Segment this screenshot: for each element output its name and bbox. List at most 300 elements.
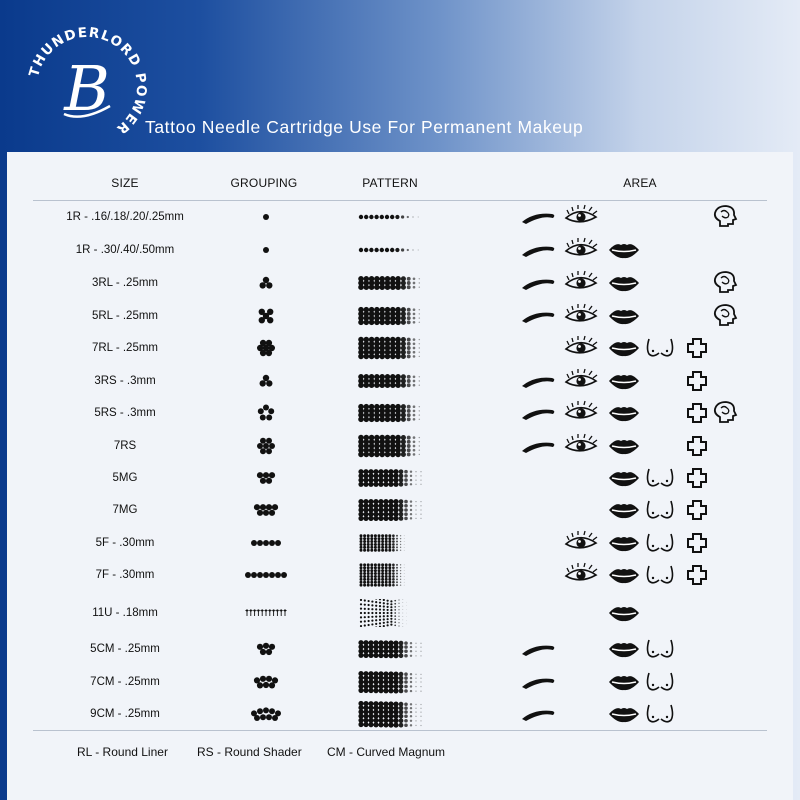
lips-icon xyxy=(607,701,641,727)
area-eyebrow xyxy=(520,701,554,732)
pattern-dot xyxy=(360,599,362,601)
pattern-cell xyxy=(357,561,427,589)
pattern-dot xyxy=(370,575,373,578)
needle-grouping xyxy=(242,369,290,393)
pattern-dot xyxy=(399,516,404,521)
pattern-dot xyxy=(410,475,412,477)
pattern-dot xyxy=(374,546,377,549)
needle-dot xyxy=(260,714,266,720)
pattern-dot xyxy=(407,312,411,316)
pattern-cell xyxy=(357,203,427,231)
pattern-dot xyxy=(388,578,391,581)
pattern-dot xyxy=(379,615,381,617)
pattern-dot xyxy=(364,608,366,610)
scalp-icon xyxy=(680,530,714,556)
pattern-dot xyxy=(360,566,363,569)
pattern-dot xyxy=(415,643,416,644)
pattern-dot xyxy=(392,566,395,569)
pattern-dot xyxy=(364,284,370,290)
pattern-dot xyxy=(383,599,385,601)
pattern-dot xyxy=(407,417,411,421)
needle-pattern xyxy=(357,432,427,460)
lips-icon xyxy=(607,669,641,695)
needle-dot xyxy=(251,572,257,578)
pattern-dot xyxy=(395,452,401,458)
pattern-dot xyxy=(419,339,420,340)
area-lips xyxy=(607,497,641,528)
pattern-dot xyxy=(413,317,416,320)
pattern-dot xyxy=(392,549,395,552)
pattern-dot xyxy=(360,603,362,605)
pattern-cell xyxy=(357,432,427,460)
pattern-dot xyxy=(369,382,375,388)
pattern-dot xyxy=(375,612,377,614)
needle-dot xyxy=(263,682,269,688)
needle-dot xyxy=(263,247,269,253)
table-row xyxy=(7,634,793,664)
pattern-dot xyxy=(404,538,405,539)
pattern-dot xyxy=(387,621,389,623)
pattern-dot xyxy=(404,564,405,565)
pattern-dot xyxy=(374,549,377,552)
needle-dot xyxy=(269,572,275,578)
pattern-dot xyxy=(368,612,370,614)
pattern-dot xyxy=(410,505,412,507)
pattern-dot xyxy=(418,249,419,250)
pattern-dot xyxy=(415,509,416,510)
pattern-dot xyxy=(360,575,363,578)
pattern-dot xyxy=(413,449,416,452)
pattern-dot xyxy=(374,563,377,566)
pattern-dot xyxy=(369,215,373,219)
needle-dot xyxy=(260,380,266,386)
pattern-dot xyxy=(390,612,392,614)
area-breast xyxy=(643,636,677,667)
pattern-dot xyxy=(420,505,421,506)
pattern-dot xyxy=(402,599,403,600)
breast-icon xyxy=(643,636,677,662)
pattern-dot xyxy=(410,715,412,717)
pattern-dot xyxy=(367,578,370,581)
needle-pattern xyxy=(357,367,427,395)
pattern-dot xyxy=(379,354,385,360)
pattern-dot xyxy=(413,347,416,350)
pattern-dot xyxy=(399,689,404,694)
pattern-dot xyxy=(381,569,384,572)
pattern-dot xyxy=(379,599,381,600)
pattern-dot xyxy=(363,575,366,578)
area-lips xyxy=(607,701,641,732)
pattern-dot xyxy=(404,478,408,482)
pattern-dot xyxy=(404,702,408,706)
pattern-dot xyxy=(400,567,401,568)
pattern-dot xyxy=(374,215,378,219)
pattern-dot xyxy=(385,566,388,569)
pattern-dot xyxy=(401,417,406,422)
pattern-dot xyxy=(390,609,392,611)
pattern-dot xyxy=(374,320,380,326)
pattern-dot xyxy=(359,215,363,219)
eyebrow-icon xyxy=(520,636,554,662)
pattern-dot xyxy=(399,512,404,517)
needle-dot xyxy=(251,540,257,546)
needle-size: 5RS - .3mm xyxy=(94,407,156,419)
needle-dot xyxy=(269,708,275,714)
area-eyebrow xyxy=(520,400,554,431)
pattern-dot xyxy=(400,582,401,583)
pattern-cell xyxy=(357,668,427,696)
eye-icon xyxy=(564,237,598,263)
area-head xyxy=(710,270,744,301)
needle-grouping xyxy=(242,466,290,490)
area-lips xyxy=(607,237,641,268)
pattern-dot xyxy=(374,284,380,290)
pattern-dot xyxy=(419,445,420,446)
pattern-dot xyxy=(364,382,370,388)
pattern-dot xyxy=(374,417,380,423)
pattern-dot xyxy=(399,684,404,689)
needle-dot xyxy=(259,317,265,323)
pattern-dot xyxy=(401,248,404,251)
pattern-dot xyxy=(364,248,368,252)
head-icon xyxy=(710,204,744,230)
pattern-dot xyxy=(415,711,416,712)
pattern-dot xyxy=(387,606,389,608)
pattern-dot xyxy=(396,541,398,543)
head-icon xyxy=(710,270,744,296)
needle-dot xyxy=(263,707,269,713)
pattern-dot xyxy=(374,452,380,458)
scalp-icon xyxy=(680,562,714,588)
pattern-dot xyxy=(406,620,407,621)
pattern-dot xyxy=(404,474,408,478)
pattern-dot xyxy=(392,534,395,537)
pattern-dot xyxy=(385,569,388,572)
pattern-dot xyxy=(379,417,385,423)
pattern-dot xyxy=(367,566,370,569)
area-eye xyxy=(564,400,598,431)
needle-dot xyxy=(263,375,269,381)
needle-dot xyxy=(263,277,269,283)
pattern-dot xyxy=(410,703,412,705)
pattern-dot xyxy=(378,482,383,487)
pattern-dot xyxy=(407,409,411,413)
pattern-dot xyxy=(410,513,412,515)
needle-dot xyxy=(266,676,272,682)
table-row xyxy=(7,528,793,558)
lips-icon xyxy=(607,530,641,556)
pattern-dot xyxy=(373,516,378,521)
pattern-dot xyxy=(413,453,416,456)
pattern-dot xyxy=(383,653,388,658)
area-head xyxy=(710,303,744,334)
pattern-dot xyxy=(413,321,416,324)
pattern-dot xyxy=(393,718,398,723)
pattern-dot xyxy=(420,475,421,476)
pattern-dot xyxy=(390,284,396,290)
needle-grouping xyxy=(242,498,290,522)
pattern-dot xyxy=(387,603,389,605)
needle-dot xyxy=(257,443,263,449)
needle-dot xyxy=(263,443,269,449)
pattern-dot xyxy=(415,720,416,721)
pattern-dot xyxy=(370,537,373,540)
eye-icon xyxy=(564,270,598,296)
needle-dot xyxy=(260,649,266,655)
pattern-dot xyxy=(388,722,393,727)
pattern-dot xyxy=(401,383,406,388)
breast-icon xyxy=(643,335,677,361)
area-breast xyxy=(643,530,677,561)
pattern-dot xyxy=(383,622,385,624)
lips-icon xyxy=(607,400,641,426)
pattern-dot xyxy=(371,616,373,618)
area-eyebrow xyxy=(520,433,554,464)
needle-dot xyxy=(260,676,266,682)
pattern-dot xyxy=(404,685,408,689)
pattern-dot xyxy=(367,572,370,575)
pattern-dot xyxy=(399,680,404,685)
pattern-dot xyxy=(385,284,391,290)
pattern-dot xyxy=(388,688,393,693)
pattern-dot xyxy=(385,537,388,540)
lips-icon xyxy=(607,636,641,662)
pattern-dot xyxy=(419,449,420,450)
area-eyebrow xyxy=(520,368,554,399)
needle-dot xyxy=(263,572,269,578)
area-scalp xyxy=(680,400,714,431)
pattern-dot xyxy=(413,436,416,439)
pattern-dot xyxy=(413,338,416,341)
pattern-dot xyxy=(407,216,409,218)
pattern-dot xyxy=(367,537,370,540)
pattern-dot xyxy=(398,622,399,623)
area-eyebrow xyxy=(520,636,554,667)
pattern-dot xyxy=(399,645,404,650)
pattern-cell xyxy=(357,599,427,627)
pattern-dot xyxy=(395,248,399,252)
area-breast xyxy=(643,701,677,732)
pattern-dot xyxy=(388,534,391,537)
pattern-dot xyxy=(390,618,392,620)
pattern-dot xyxy=(420,711,421,712)
pattern-dot xyxy=(410,483,412,485)
area-eye xyxy=(564,204,598,235)
pattern-dot xyxy=(395,320,401,326)
eye-icon xyxy=(564,530,598,556)
pattern-dot xyxy=(369,284,375,290)
area-eyebrow xyxy=(520,270,554,301)
pattern-dot xyxy=(407,440,411,444)
pattern-dot xyxy=(401,215,404,218)
pattern-dot xyxy=(401,320,406,325)
pattern-dot xyxy=(388,546,391,549)
pattern-dot xyxy=(369,248,373,252)
pattern-dot xyxy=(415,674,416,675)
pattern-dot xyxy=(370,572,373,575)
head-icon xyxy=(710,303,744,329)
pattern-dot xyxy=(390,215,394,219)
pattern-dot xyxy=(374,569,377,572)
pattern-dot xyxy=(387,612,389,614)
pattern-dot xyxy=(380,215,384,219)
pattern-dot xyxy=(399,649,404,654)
pattern-dot xyxy=(407,405,411,409)
pattern-dot xyxy=(419,414,420,415)
pattern-cell xyxy=(357,302,427,330)
pattern-dot xyxy=(378,516,383,521)
pattern-dot xyxy=(415,655,416,656)
pattern-dot xyxy=(383,615,385,617)
pattern-dot xyxy=(367,569,370,572)
header-grouping: GROUPING xyxy=(230,176,298,190)
pattern-dot xyxy=(418,216,419,217)
pattern-dot xyxy=(378,540,381,543)
pattern-dot xyxy=(396,578,398,580)
pattern-dot xyxy=(374,543,377,546)
pattern-dot xyxy=(383,688,388,693)
pattern-dot xyxy=(381,584,384,587)
pattern-dot xyxy=(399,474,404,479)
pattern-dot xyxy=(419,410,420,411)
pattern-dot xyxy=(363,572,366,575)
needle-pattern xyxy=(357,464,427,492)
pattern-dot xyxy=(407,346,411,350)
pattern-dot xyxy=(400,550,401,551)
pattern-dot xyxy=(368,624,370,626)
needle-dot xyxy=(263,643,269,649)
needle-dot xyxy=(266,448,272,454)
svg-text:B: B xyxy=(64,52,110,125)
pattern-dot xyxy=(364,616,366,618)
pattern-dot xyxy=(400,544,401,545)
pattern-dot xyxy=(363,566,366,569)
pattern-dot xyxy=(359,248,363,252)
pattern-dot xyxy=(374,581,377,584)
eyebrow-icon xyxy=(520,204,554,230)
pattern-dot xyxy=(390,621,392,623)
needle-size: 7CM - .25mm xyxy=(90,676,160,688)
needle-dot xyxy=(263,405,269,411)
area-scalp xyxy=(680,433,714,464)
breast-icon xyxy=(643,669,677,695)
pattern-dot xyxy=(394,615,396,617)
pattern-dot xyxy=(420,646,421,647)
pattern-dot xyxy=(396,570,398,572)
pattern-dot xyxy=(378,722,383,727)
pattern-dot xyxy=(404,654,408,658)
pattern-dot xyxy=(404,547,405,548)
lips-icon xyxy=(607,497,641,523)
pattern-dot xyxy=(385,584,388,587)
pattern-dot xyxy=(404,714,408,718)
breast-icon xyxy=(643,497,677,523)
pattern-dot xyxy=(404,641,408,645)
pattern-cell xyxy=(357,367,427,395)
pattern-dot xyxy=(360,572,363,575)
needle-size: 5CM - .25mm xyxy=(90,643,160,655)
scalp-icon xyxy=(680,335,714,361)
eye-icon xyxy=(564,303,598,329)
pattern-dot xyxy=(363,581,366,584)
lips-icon xyxy=(607,335,641,361)
pattern-dot xyxy=(415,678,416,679)
needle-grouping xyxy=(242,637,290,661)
area-scalp xyxy=(680,368,714,399)
pattern-dot xyxy=(364,417,370,423)
pattern-dot xyxy=(415,690,416,691)
pattern-dot xyxy=(360,537,363,540)
needle-pattern xyxy=(357,269,427,297)
pattern-dot xyxy=(413,355,416,358)
lips-icon xyxy=(607,562,641,588)
pattern-dot xyxy=(402,613,403,614)
pattern-dot xyxy=(396,573,398,575)
pattern-dot xyxy=(401,354,406,359)
table-row xyxy=(7,667,793,697)
pattern-dot xyxy=(385,534,388,537)
pattern-dot xyxy=(371,620,373,622)
area-scalp xyxy=(680,497,714,528)
pattern-dot xyxy=(375,605,377,607)
pattern-dot xyxy=(383,605,385,607)
pattern-dot xyxy=(367,534,370,537)
needle-dot xyxy=(257,472,263,478)
pattern-dot xyxy=(393,688,398,693)
pattern-dot xyxy=(360,543,363,546)
pattern-dot xyxy=(404,689,408,693)
eyebrow-icon xyxy=(520,669,554,695)
needle-dot xyxy=(260,340,266,346)
pattern-dot xyxy=(385,320,391,326)
needle-size: 9CM - .25mm xyxy=(90,708,160,720)
pattern-dot xyxy=(420,471,421,472)
pattern-dot xyxy=(407,281,411,285)
pattern-dot xyxy=(364,624,366,626)
needle-pattern xyxy=(357,203,427,231)
area-scalp xyxy=(680,530,714,561)
needle-dot xyxy=(259,309,265,315)
pattern-dot xyxy=(381,563,384,566)
pattern-dot xyxy=(396,584,398,586)
pattern-dot xyxy=(375,599,377,600)
pattern-dot xyxy=(371,604,373,606)
pattern-dot xyxy=(394,600,396,602)
pattern-dot xyxy=(363,578,366,581)
pattern-dot xyxy=(381,543,384,546)
pattern-dot xyxy=(404,573,405,574)
pattern-dot xyxy=(388,575,391,578)
needle-grouping xyxy=(242,702,290,726)
pattern-dot xyxy=(385,549,388,552)
pattern-dot xyxy=(385,543,388,546)
pattern-dot xyxy=(392,543,395,546)
table-row xyxy=(7,235,793,265)
pattern-dot xyxy=(368,653,373,658)
pattern-dot xyxy=(404,645,408,649)
pattern-dot xyxy=(398,599,399,600)
needle-dot xyxy=(263,472,269,478)
pattern-dot xyxy=(396,543,398,545)
pattern-dot xyxy=(413,418,416,421)
pattern-dot xyxy=(360,540,363,543)
pattern-dot xyxy=(367,549,370,552)
pattern-dot xyxy=(398,625,399,626)
pattern-dot xyxy=(402,602,403,603)
needle-dot xyxy=(266,649,272,655)
pattern-dot xyxy=(399,499,404,504)
pattern-dot xyxy=(420,655,421,656)
